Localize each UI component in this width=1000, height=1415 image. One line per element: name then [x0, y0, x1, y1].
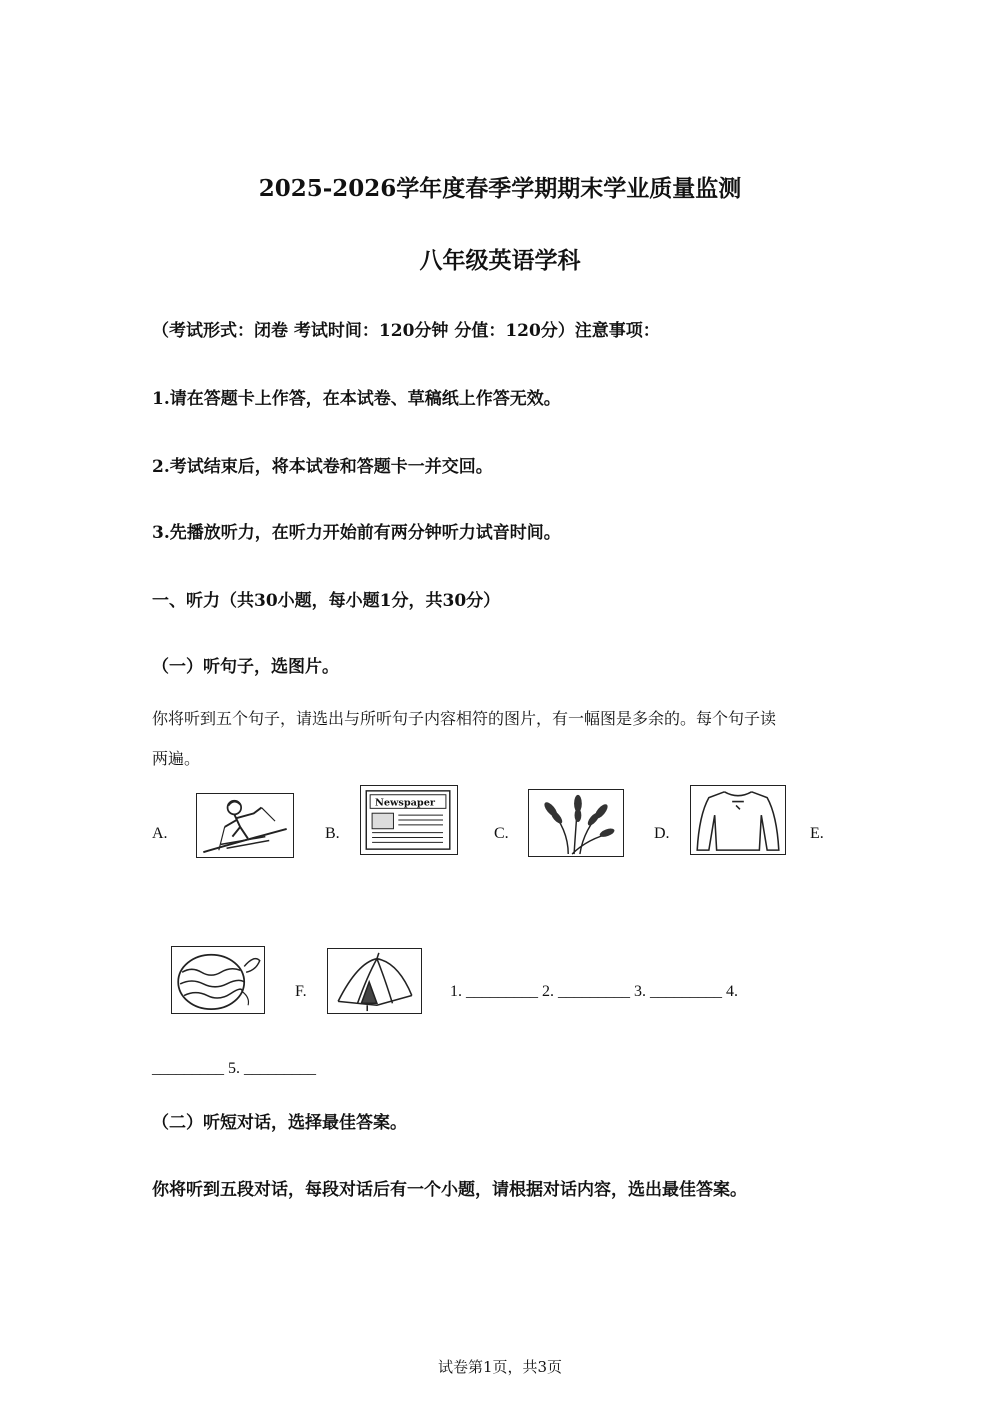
newspaper-icon: [360, 785, 458, 855]
option-label-c: C.: [494, 825, 509, 842]
exam-title: 2025-2026学年度春季学期期末学业质量监测: [258, 175, 742, 202]
subject-title: 八年级英语学科: [419, 247, 581, 274]
option-label-e: E.: [810, 825, 824, 842]
option-label-b: B.: [325, 825, 340, 842]
part2-instruction: 你将听到五段对话，每段对话后有一个小题，请根据对话内容，选出最佳答案。: [152, 1180, 747, 1200]
exam-info: （考试形式：闭卷 考试时间：120分钟 分值：120分）注意事项：: [152, 321, 660, 341]
option-label-f: F.: [295, 983, 307, 1000]
part1-instruction-cont: 两遍。: [152, 749, 201, 768]
answer-blanks-row1[interactable]: 1. _________ 2. _________ 3. _________ 4.: [450, 983, 738, 1000]
section1-heading: 一、听力（共30小题，每小题1分，共30分）: [152, 591, 501, 611]
option-label-d: D.: [654, 825, 670, 842]
note-2: 2.考试结束后，将本试卷和答题卡一并交回。: [152, 457, 493, 477]
page-footer: 试卷第1页，共3页: [437, 1358, 563, 1376]
skier-icon: [196, 793, 294, 858]
blouse-icon: [690, 785, 786, 855]
part1-instruction: 你将听到五个句子，请选出与所听句子内容相符的图片，有一幅图是多余的。每个句子读: [152, 709, 777, 728]
note-3: 3.先播放听力，在听力开始前有两分钟听力试音时间。: [152, 523, 561, 543]
watermelon-icon: [171, 946, 265, 1014]
part1-heading: （一）听句子，选图片。: [152, 657, 339, 677]
newspaper-label: Newspaper: [375, 797, 436, 809]
answer-blanks-row2[interactable]: _________ 5. _________: [152, 1060, 316, 1077]
tent-icon: [327, 948, 422, 1014]
option-label-a: A.: [152, 825, 168, 842]
part2-heading: （二）听短对话，选择最佳答案。: [152, 1113, 407, 1133]
wheat-icon: [528, 789, 624, 857]
note-1: 1.请在答题卡上作答，在本试卷、草稿纸上作答无效。: [152, 389, 561, 409]
